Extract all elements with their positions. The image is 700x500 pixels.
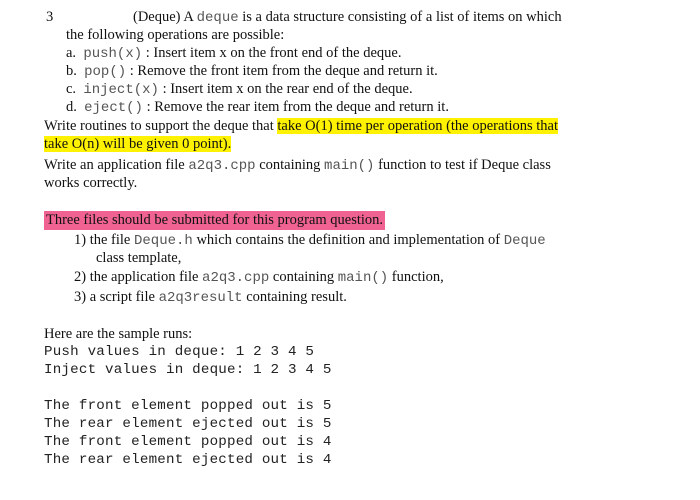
submission-item-1-line2: class template, <box>96 250 182 266</box>
complexity-highlight: take O(1) time per operation (the operations that <box>277 118 559 134</box>
sample-output-line: The rear element ejected out is 5 <box>44 416 332 432</box>
op-inject: c. inject(x) : Insert item x on the rear end of the deque. <box>66 81 413 98</box>
submission-item-2: 2) the application file a2q3.cpp containing main() function, <box>74 269 444 286</box>
op-eject: d. eject() : Remove the rear item from the deque and return it. <box>66 99 449 116</box>
question-intro-line2: the following operations are possible: <box>66 27 285 43</box>
app-line2: works correctly. <box>44 175 138 191</box>
deque-code: deque <box>196 10 239 26</box>
op-pop: b. pop() : Remove the front item from the deque and return it. <box>66 63 438 80</box>
routines-line2 <box>44 135 231 153</box>
submission-item-3: 3) a script file a2q3result containing result. <box>74 289 347 306</box>
sample-output-line: The front element popped out is 5 <box>44 398 332 414</box>
submission-heading <box>44 211 385 229</box>
intro-rest: is a data structure consisting of a list of items on which <box>238 9 562 25</box>
sample-heading: Here are the sample runs: <box>44 326 193 342</box>
complexity-highlight-2: take O(n) will be given 0 point). <box>44 136 232 152</box>
sample-output-line: The front element popped out is 4 <box>44 434 332 450</box>
question-intro <box>133 8 562 27</box>
question-number: 3 <box>46 9 54 25</box>
app-line1: Write an application file a2q3.cpp containing main() function to test if Deque class <box>44 157 551 174</box>
sample-output-line: Push values in deque: 1 2 3 4 5 <box>44 344 315 360</box>
sample-output-line: The rear element ejected out is 4 <box>44 452 332 468</box>
routines-line1: Write routines to support the deque that take O(1) time per operation (the operations that <box>44 118 559 134</box>
submission-item-1: 1) the file Deque.h which contains the definition and implementation of Deque <box>74 232 546 249</box>
sample-output-line: Inject values in deque: 1 2 3 4 5 <box>44 362 332 378</box>
intro-text: (Deque) A <box>133 9 197 25</box>
submission-highlight: Three files should be submitted for this program question. <box>46 212 384 228</box>
op-push: a. push(x) : Insert item x on the front end of the deque. <box>66 45 402 62</box>
